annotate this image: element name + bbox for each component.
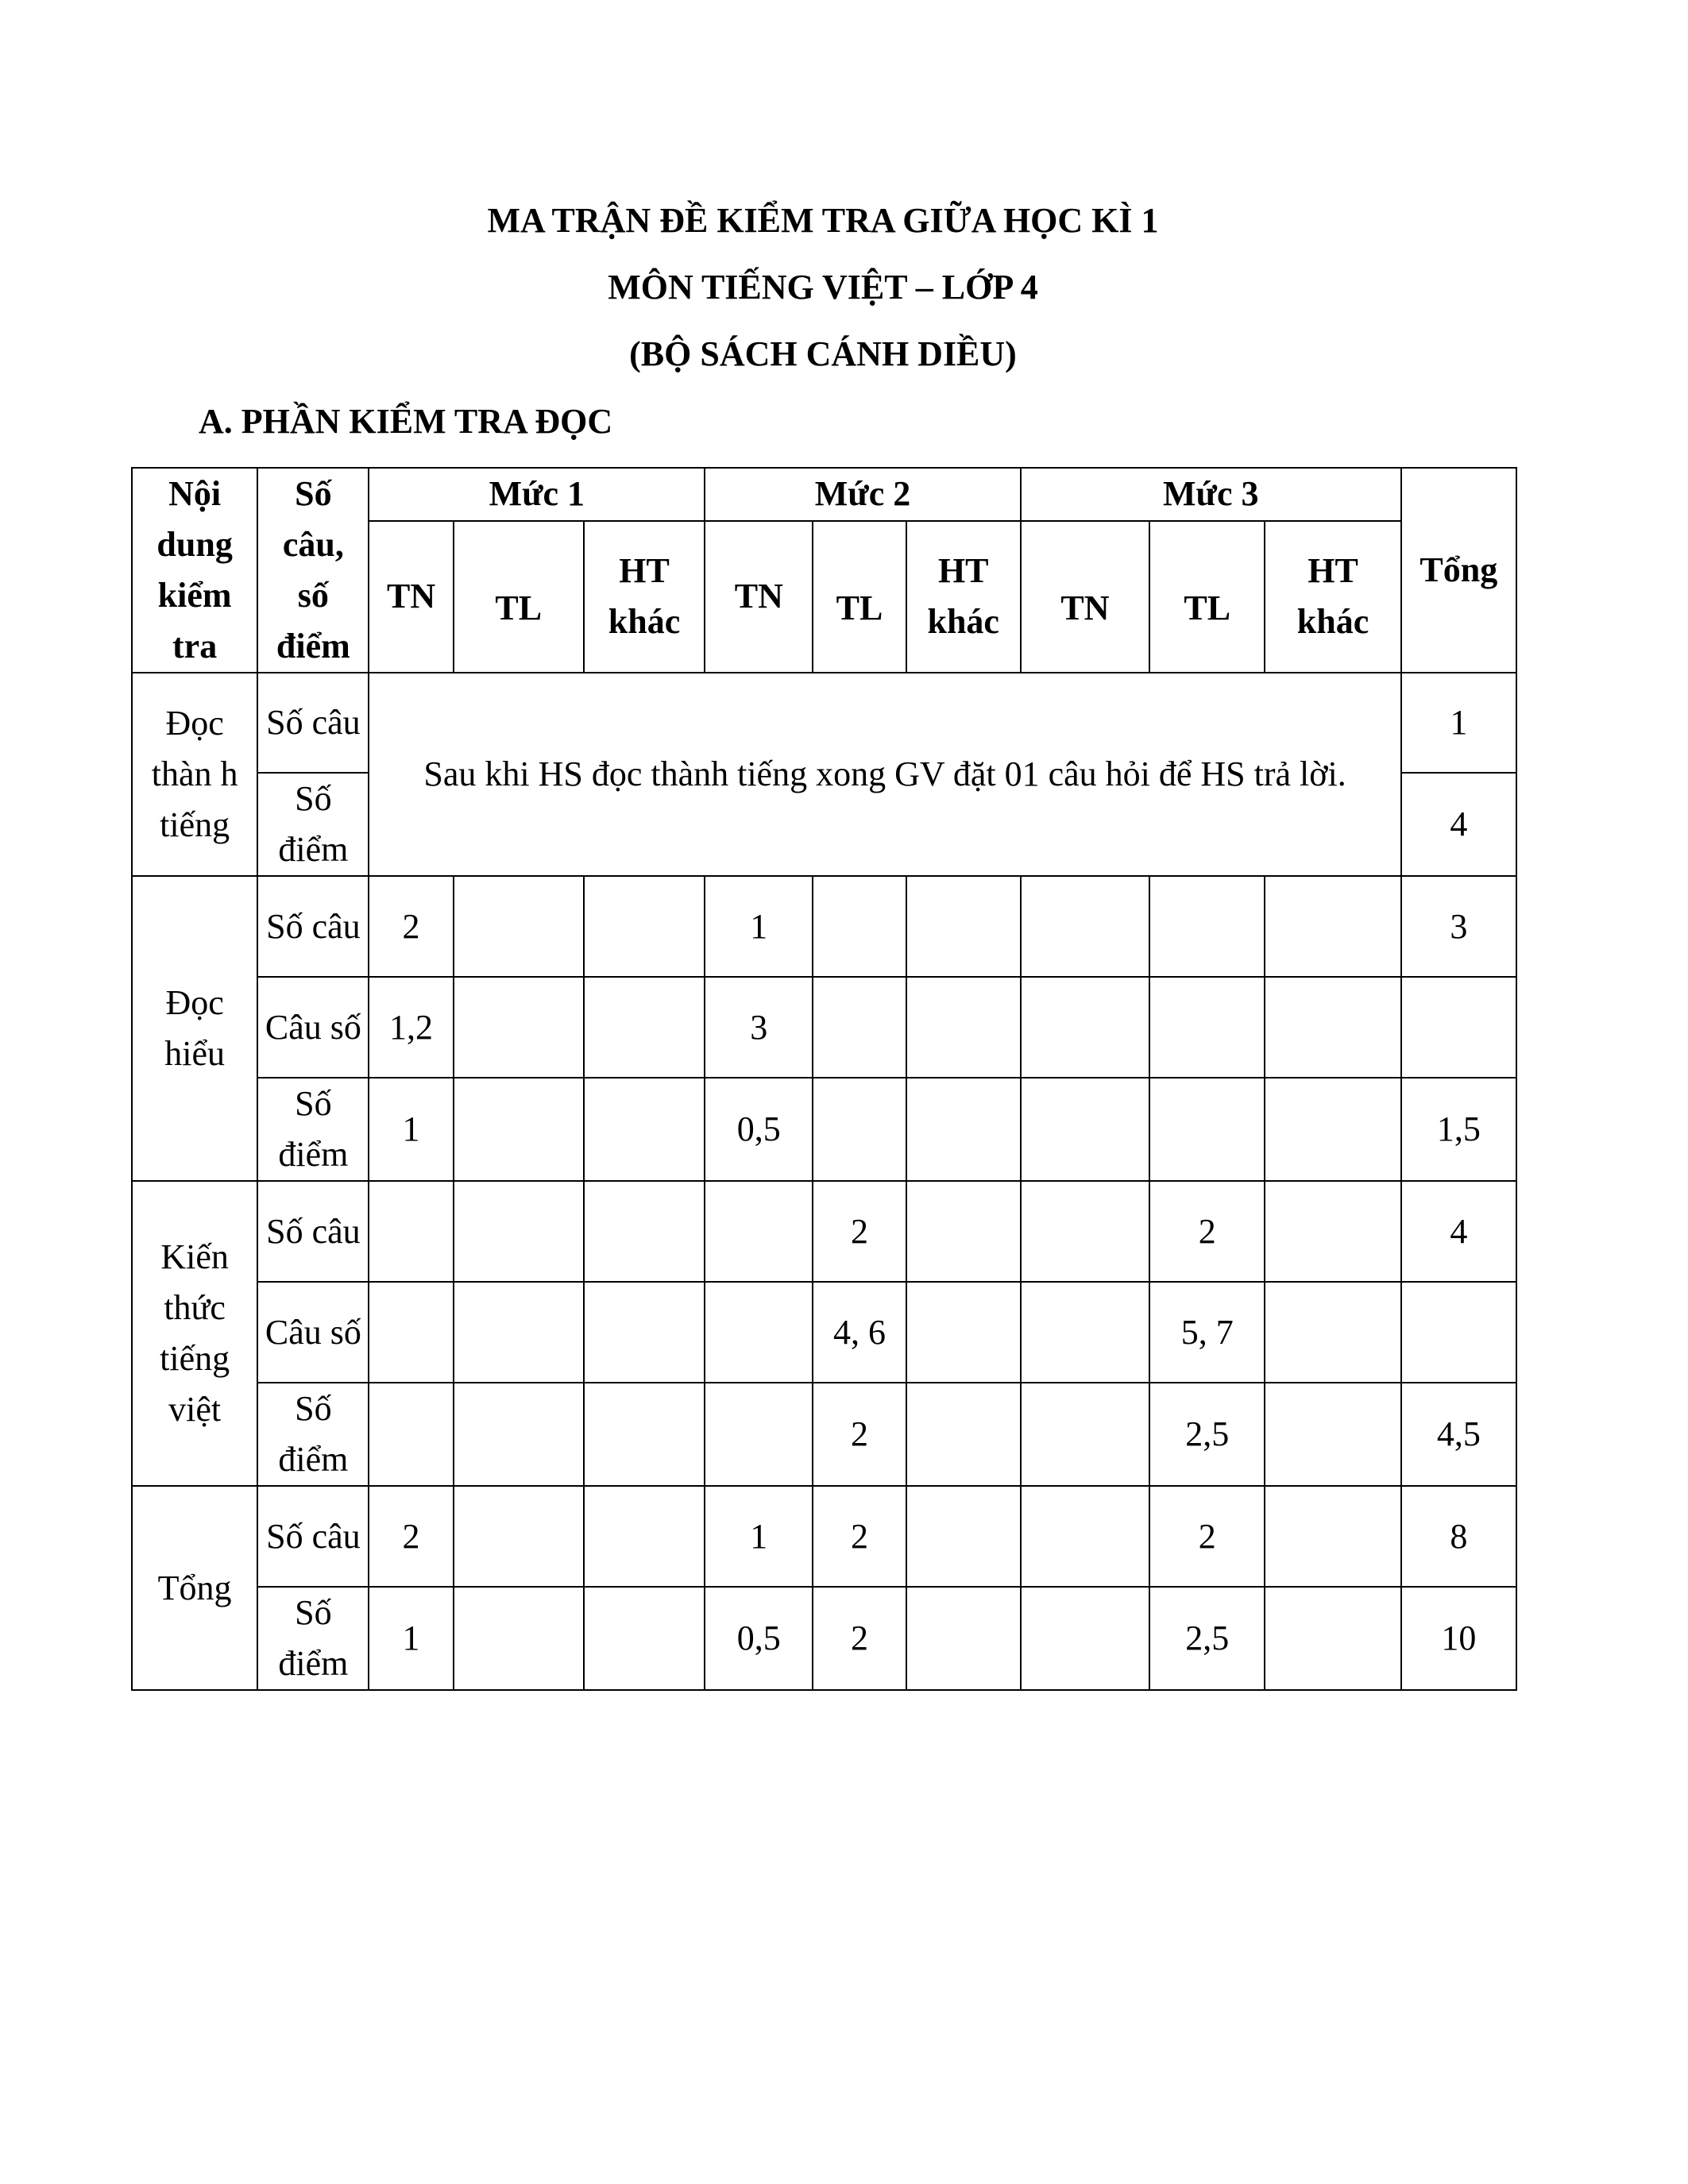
- table-cell: 5, 7: [1149, 1282, 1265, 1383]
- table-cell: [1265, 977, 1400, 1078]
- row-type-label: Số điểm: [257, 1587, 369, 1690]
- document-subtitle: MÔN TIẾNG VIỆT – LỚP 4: [608, 268, 1038, 307]
- table-cell: [454, 1486, 584, 1587]
- table-cell: [584, 876, 705, 977]
- table-header: [132, 468, 1516, 673]
- header-level-1: Mức 1: [369, 468, 705, 521]
- table-cell: 2: [369, 876, 453, 977]
- table-cell: [584, 977, 705, 1078]
- table-cell: [1021, 1078, 1149, 1181]
- table-cell: 1,2: [369, 977, 453, 1078]
- table-row: [132, 1078, 1516, 1181]
- header-sub-ht-khac: HT khác: [584, 521, 705, 673]
- row-type-label: Số điểm: [257, 1078, 369, 1181]
- header-sub-tl: TL: [1149, 521, 1265, 673]
- header-total: Tổng: [1401, 468, 1516, 673]
- table-cell: [1021, 1486, 1149, 1587]
- table-cell: [906, 1181, 1021, 1282]
- table-cell: 3: [705, 977, 813, 1078]
- table-cell: [813, 1078, 906, 1181]
- row-group-label: Kiến thức tiếng việt: [132, 1181, 257, 1486]
- row-type-label: Số câu: [257, 876, 369, 977]
- row-type-label: Số câu: [257, 1181, 369, 1282]
- table-cell: 1: [369, 1078, 453, 1181]
- table-row: [132, 876, 1516, 977]
- table-cell: 2: [1149, 1486, 1265, 1587]
- table-cell: [1265, 1587, 1400, 1690]
- row-total: 4: [1401, 1181, 1516, 1282]
- table-cell: [584, 1486, 705, 1587]
- table-cell: 2: [369, 1486, 453, 1587]
- table-cell: 2: [813, 1486, 906, 1587]
- table-row: [132, 977, 1516, 1078]
- header-row-levels: [132, 468, 1516, 521]
- table-cell: [584, 1587, 705, 1690]
- header-count: Số câu, số điểm: [257, 468, 369, 673]
- table-cell: [1021, 1282, 1149, 1383]
- table-cell: [1265, 876, 1400, 977]
- row-total: 4: [1401, 773, 1516, 876]
- table-row: [132, 1486, 1516, 1587]
- header-sub-ht-khac: HT khác: [1265, 521, 1400, 673]
- table-cell: [584, 1181, 705, 1282]
- table-cell: [1265, 1181, 1400, 1282]
- table-cell: [1021, 1587, 1149, 1690]
- table-cell: [454, 1078, 584, 1181]
- row-total: [1401, 1282, 1516, 1383]
- row-total: 1: [1401, 673, 1516, 773]
- table-cell: [454, 977, 584, 1078]
- section-heading: A. PHẦN KIỂM TRA ĐỌC: [199, 402, 613, 441]
- table-cell: 1: [705, 1486, 813, 1587]
- row-total: 3: [1401, 876, 1516, 977]
- header-sub-tn: TN: [705, 521, 813, 673]
- document-book-series: (BỘ SÁCH CÁNH DIỀU): [629, 334, 1017, 373]
- table-cell: 2: [813, 1181, 906, 1282]
- header-sub-tn: TN: [1021, 521, 1149, 673]
- table-cell: [906, 1486, 1021, 1587]
- table-cell: 0,5: [705, 1587, 813, 1690]
- header-sub-ht-khac: HT khác: [906, 521, 1021, 673]
- reading-aloud-note: Sau khi HS đọc thành tiếng xong GV đặt 01 câu hỏi để HS trả lời.: [369, 673, 1400, 876]
- table-cell: [584, 1383, 705, 1486]
- row-type-label: Số điểm: [257, 1383, 369, 1486]
- table-cell: [813, 977, 906, 1078]
- table-cell: 2,5: [1149, 1587, 1265, 1690]
- table-cell: 1: [369, 1587, 453, 1690]
- table-cell: [369, 1181, 453, 1282]
- table-cell: [1265, 1282, 1400, 1383]
- table-cell: [906, 1383, 1021, 1486]
- table-cell: [906, 977, 1021, 1078]
- table-cell: [1149, 1078, 1265, 1181]
- table-cell: [705, 1383, 813, 1486]
- table-cell: [454, 1282, 584, 1383]
- table-cell: [813, 876, 906, 977]
- table-cell: [1021, 977, 1149, 1078]
- header-sub-tl: TL: [813, 521, 906, 673]
- table-cell: 0,5: [705, 1078, 813, 1181]
- table-row: [132, 1587, 1516, 1690]
- table-cell: [1021, 1383, 1149, 1486]
- row-group-label: Đọc thàn h tiếng: [132, 673, 257, 876]
- table-row: [132, 1383, 1516, 1486]
- row-total: 4,5: [1401, 1383, 1516, 1486]
- row-type-label: Câu số: [257, 977, 369, 1078]
- table-cell: [906, 1282, 1021, 1383]
- table-cell: 2,5: [1149, 1383, 1265, 1486]
- header-level-2: Mức 2: [705, 468, 1021, 521]
- document-title: MA TRẬN ĐỀ KIỂM TRA GIỮA HỌC KÌ 1: [487, 201, 1159, 240]
- table-cell: [454, 1383, 584, 1486]
- table-body: [132, 673, 1516, 1690]
- table-cell: [1021, 876, 1149, 977]
- row-total: 8: [1401, 1486, 1516, 1587]
- assessment-matrix-table: [131, 467, 1517, 1691]
- table-cell: [369, 1383, 453, 1486]
- table-row: [132, 673, 1516, 773]
- table-cell: [906, 876, 1021, 977]
- row-group-label: Tổng: [132, 1486, 257, 1690]
- table-cell: [584, 1078, 705, 1181]
- table-cell: [584, 1282, 705, 1383]
- table-cell: 2: [1149, 1181, 1265, 1282]
- table-cell: 1: [705, 876, 813, 977]
- table-cell: [1265, 1383, 1400, 1486]
- table-cell: 4, 6: [813, 1282, 906, 1383]
- table-cell: 2: [813, 1383, 906, 1486]
- header-sub-tn: TN: [369, 521, 453, 673]
- row-type-label: Câu số: [257, 1282, 369, 1383]
- table-cell: [369, 1282, 453, 1383]
- row-total: 10: [1401, 1587, 1516, 1690]
- table-row: [132, 1181, 1516, 1282]
- table-cell: [1265, 1078, 1400, 1181]
- table-cell: [454, 1181, 584, 1282]
- table-cell: [906, 1587, 1021, 1690]
- row-group-label: Đọc hiểu: [132, 876, 257, 1181]
- table-cell: [1021, 1181, 1149, 1282]
- table-cell: [454, 876, 584, 977]
- table-cell: [1149, 876, 1265, 977]
- header-content: Nội dung kiểm tra: [132, 468, 257, 673]
- row-type-label: Số điểm: [257, 773, 369, 876]
- table-cell: [454, 1587, 584, 1690]
- row-total: 1,5: [1401, 1078, 1516, 1181]
- table-cell: [705, 1181, 813, 1282]
- table-cell: 2: [813, 1587, 906, 1690]
- table-cell: [705, 1282, 813, 1383]
- row-total: [1401, 977, 1516, 1078]
- table-cell: [1149, 977, 1265, 1078]
- header-level-3: Mức 3: [1021, 468, 1401, 521]
- row-type-label: Số câu: [257, 673, 369, 773]
- table-cell: [1265, 1486, 1400, 1587]
- table-row: [132, 1282, 1516, 1383]
- row-type-label: Số câu: [257, 1486, 369, 1587]
- table-cell: [906, 1078, 1021, 1181]
- header-sub-tl: TL: [454, 521, 584, 673]
